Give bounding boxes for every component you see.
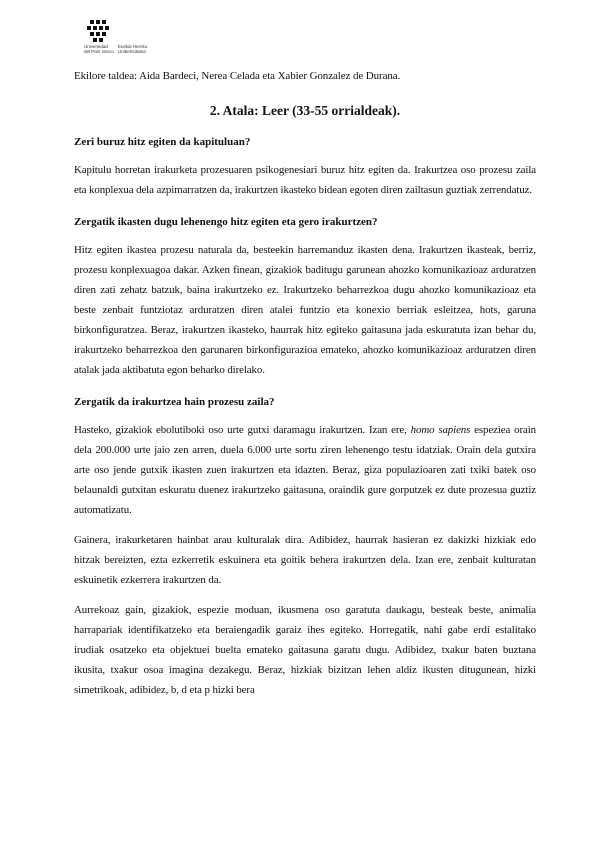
section-heading-2: Zergatik ikasten dugu lehenengo hitz egiten eta gero irakurtzen? [74,216,378,228]
document-title: 2. Atala: Leer (33-55 orrialdeak). [209,103,401,118]
p1-after: espeziea orain dela 200.000 urte jaio zen arren, duela 6.000 urte sortu ziren lehenengo testu idatziak. Orain dela gutxira arte oso jende gutxik ikasten zuen irakurtzen eta idazten. Beraz, giza populazioaren zati txiki batek oso belaunaldi gutxitan eskuratu duenez irakurtzeko gaitasuna, oraindik gure gorputzek ez dute prozesua guztiz automatizatu. [74,424,536,516]
authors-line: Ekilore taldea: Aida Bardeci, Nerea Celada eta Xabier Gonzalez de Durana. [74,70,401,82]
logo-line4: Unibertsitatea [118,49,146,54]
logo-line3: Euskal Herriko [118,44,148,49]
document-body [74,62,536,700]
species-name: homo sapiens [410,424,471,436]
section-2-paragraph: Hitz egiten ikastea prozesu naturala da, besteekin harremanduz ikasten dena. Irakurtzen ikasteak, berriz, prozesu konplexuagoa dakar. Azken finean, gizakiok baditugu garunean ahozko komunikazioaz arduratzen diren zati zehatz batzuk, baina irakurtzeko ez. Irakurtzeko beharrezkoa dugu ahozko komunikazioaz eta beste zenbait funtziotaz arduratzen diren atalei funtzio eta konexio berriak esleitzea, hots, garuna birkonfiguratzea. Beraz, irakurtzen ikasteko, haurrak hitz egiteko gaitasuna jada eskuratuta izan behar du, irakurtzeko beharrezkoa den garunaren birkonfigurazioa emateko, ahozko komunikazioaz arduratzen diren atalak jada aktibatuta egon beharko direlako. [74,244,536,376]
logo-line2: del País Vasco [84,49,114,54]
section-3-paragraph-3: Aurrekoaz gain, gizakiok, espezie moduan, ikusmena oso garatuta daukagu, besteak beste, animalia harrapariak identifikatzeko eta beraiengadik garaiz ihes egiteko. Horregatik, nahi gabe erdi estalitako irudiak osatzeko eta objektuei buelta emateko gaitasuna garatu dugu. Adibidez, txakur baten buztana ikusita, txakur osoa imagina dezakegu. Beraz, hizkiak bizitzan lehen aldiz ikusten ditugunean, hizki simetrikoak, adibidez, b, d eta p hizki bera [74,604,536,696]
section-3-paragraph-2: Gainera, irakurketaren hainbat arau kulturalak dira. Adibidez, haurrak hasieran ez dakizki hizkiak edo hitzak bereizten, ezta ezkerretik eskuinera eta goitik behera irakurtzen dela. Izan ere, zenbait kulturatan eskuinetik ezkerrera irakurtzen da. [74,534,536,586]
shield-mark-icon [76,20,186,54]
p1-before: Hasteko, gizakiok ebolutiboki oso urte gutxi daramagu irakurtzen. Izan ere, [74,424,411,436]
section-heading-3: Zergatik da irakurtzea hain prozesu zaila? [74,396,275,408]
logo-line1: Universidad [84,44,108,49]
section-heading-1: Zeri buruz hitz egiten da kapituluan? [74,136,251,148]
university-logo [76,20,186,54]
section-3-paragraph-1 [74,420,536,520]
section-1-paragraph: Kapitulu horretan irakurketa prozesuaren psikogenesiari buruz hitz egiten da. Irakurtzea oso prozesu zaila eta konplexua dela azpimarratzen da, irakurtzen ikasteko bidean egoten diren zailtasun guztiak zerrendatuz. [74,164,536,196]
